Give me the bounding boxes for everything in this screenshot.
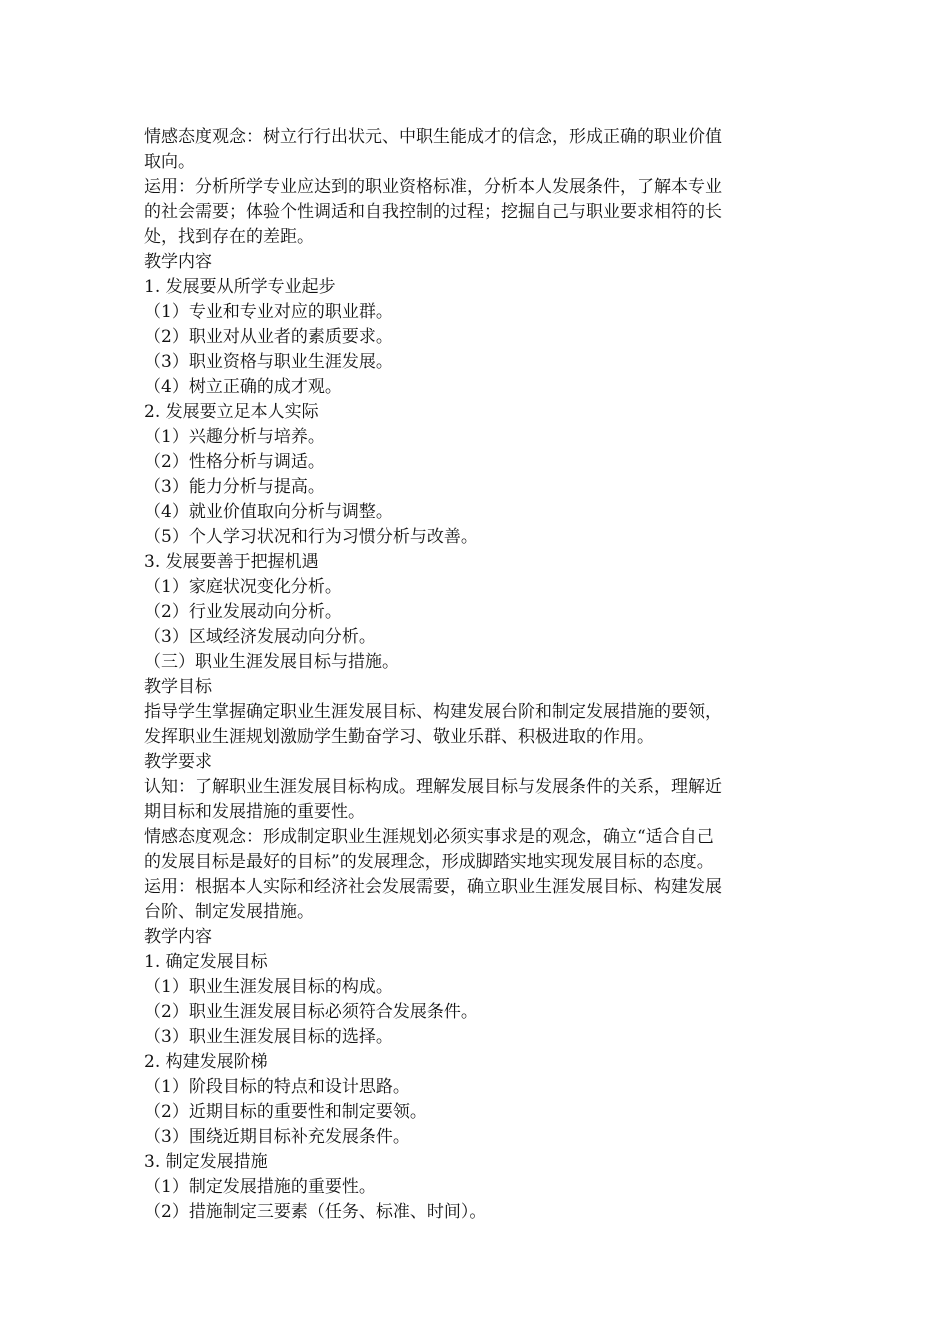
text-line: 发挥职业生涯规划激励学生勤奋学习、敬业乐群、积极进取的作用。 bbox=[144, 727, 654, 747]
list-item: （1）兴趣分析与培养。 bbox=[144, 427, 325, 447]
text-line: 情感态度观念：树立行行出状元、中职生能成才的信念，形成正确的职业价值 bbox=[144, 127, 722, 147]
list-item: （1）家庭状况变化分析。 bbox=[144, 577, 342, 597]
section-heading: 教学目标 bbox=[144, 677, 212, 697]
list-item: （2）性格分析与调适。 bbox=[144, 452, 325, 472]
text-line: 期目标和发展措施的重要性。 bbox=[144, 802, 365, 822]
subsection-heading: 2. 发展要立足本人实际 bbox=[144, 402, 319, 422]
subsection-heading: 1. 确定发展目标 bbox=[144, 952, 268, 972]
list-item: （3）围绕近期目标补充发展条件。 bbox=[144, 1127, 410, 1147]
list-item: （4）就业价值取向分析与调整。 bbox=[144, 502, 393, 522]
list-item: （2）行业发展动向分析。 bbox=[144, 602, 342, 622]
section-heading: 教学内容 bbox=[144, 252, 212, 272]
section-heading: 教学要求 bbox=[144, 752, 212, 772]
subsection-heading: 3. 制定发展措施 bbox=[144, 1152, 268, 1172]
text-line: 指导学生掌握确定职业生涯发展目标、构建发展台阶和制定发展措施的要领， bbox=[144, 702, 722, 722]
text-line: 的社会需要；体验个性调适和自我控制的过程；挖掘自己与职业要求相符的长 bbox=[144, 202, 722, 222]
document-body bbox=[144, 125, 808, 1225]
list-item: （3）能力分析与提高。 bbox=[144, 477, 325, 497]
list-item: （2）职业生涯发展目标必须符合发展条件。 bbox=[144, 1002, 478, 1022]
subsection-heading: 3. 发展要善于把握机遇 bbox=[144, 552, 319, 572]
list-item: （3）区域经济发展动向分析。 bbox=[144, 627, 376, 647]
text-line: 台阶、制定发展措施。 bbox=[144, 902, 314, 922]
section-heading: 教学内容 bbox=[144, 927, 212, 947]
list-item: （4）树立正确的成才观。 bbox=[144, 377, 342, 397]
text-line: 取向。 bbox=[144, 152, 195, 172]
list-item: （3）职业资格与职业生涯发展。 bbox=[144, 352, 393, 372]
list-item: （1）制定发展措施的重要性。 bbox=[144, 1177, 376, 1197]
text-line: 运用：分析所学专业应达到的职业资格标准，分析本人发展条件，了解本专业 bbox=[144, 177, 722, 197]
section-title: （三）职业生涯发展目标与措施。 bbox=[144, 652, 399, 672]
list-item: （1）专业和专业对应的职业群。 bbox=[144, 302, 393, 322]
list-item: （2）近期目标的重要性和制定要领。 bbox=[144, 1102, 427, 1122]
text-line: 处，找到存在的差距。 bbox=[144, 227, 314, 247]
list-item: （2）职业对从业者的素质要求。 bbox=[144, 327, 393, 347]
list-item: （1）职业生涯发展目标的构成。 bbox=[144, 977, 393, 997]
text-line: 情感态度观念：形成制定职业生涯规划必须实事求是的观念，确立“适合自己 bbox=[144, 827, 714, 847]
list-item: （1）阶段目标的特点和设计思路。 bbox=[144, 1077, 410, 1097]
subsection-heading: 1. 发展要从所学专业起步 bbox=[144, 277, 336, 297]
subsection-heading: 2. 构建发展阶梯 bbox=[144, 1052, 268, 1072]
text-line: 的发展目标是最好的目标”的发展理念，形成脚踏实地实现发展目标的态度。 bbox=[144, 852, 714, 872]
text-line: 认知：了解职业生涯发展目标构成。理解发展目标与发展条件的关系，理解近 bbox=[144, 777, 722, 797]
list-item: （3）职业生涯发展目标的选择。 bbox=[144, 1027, 393, 1047]
text-line: 运用：根据本人实际和经济社会发展需要，确立职业生涯发展目标、构建发展 bbox=[144, 877, 722, 897]
list-item: （2）措施制定三要素（任务、标准、时间）。 bbox=[144, 1202, 487, 1222]
list-item: （5）个人学习状况和行为习惯分析与改善。 bbox=[144, 527, 478, 547]
